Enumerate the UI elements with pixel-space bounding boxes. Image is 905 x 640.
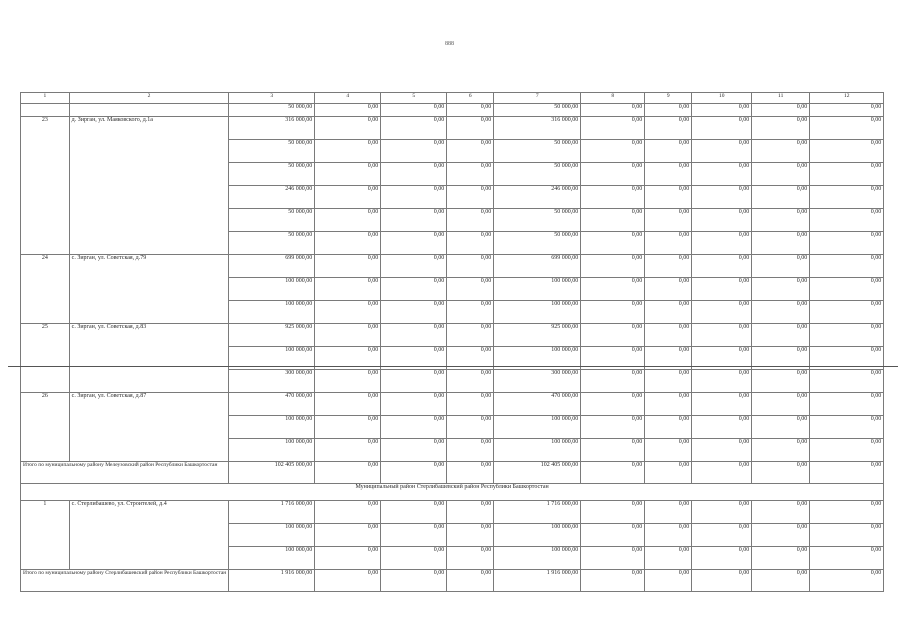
total-value: 0,00 <box>810 570 884 592</box>
value-cell: 100 000,00 <box>494 278 581 301</box>
value-cell: 0,00 <box>752 163 810 186</box>
value-cell: 0,00 <box>381 370 447 393</box>
value-cell: 0,00 <box>447 117 494 140</box>
value-cell: 0,00 <box>447 439 494 462</box>
value-cell: 0,00 <box>810 301 884 324</box>
column-header: 3 <box>229 93 315 104</box>
value-cell: 0,00 <box>810 524 884 547</box>
value-cell: 0,00 <box>315 370 381 393</box>
value-cell: 0,00 <box>381 232 447 255</box>
value-cell: 100 000,00 <box>229 347 315 370</box>
value-cell: 0,00 <box>752 186 810 209</box>
total-value: 0,00 <box>810 462 884 484</box>
value-cell: 0,00 <box>581 186 645 209</box>
value-cell: 0,00 <box>315 186 381 209</box>
total-value: 1 916 000,00 <box>494 570 581 592</box>
value-cell: 0,00 <box>645 117 692 140</box>
value-cell: 0,00 <box>645 370 692 393</box>
value-cell: 0,00 <box>692 255 752 278</box>
value-cell: 0,00 <box>810 232 884 255</box>
column-header: 6 <box>447 93 494 104</box>
value-cell: 0,00 <box>692 547 752 570</box>
total-value: 102 405 000,00 <box>229 462 315 484</box>
value-cell: 0,00 <box>447 393 494 416</box>
value-cell: 50 000,00 <box>494 163 581 186</box>
row-number: 24 <box>21 255 70 324</box>
value-cell: 0,00 <box>581 301 645 324</box>
value-cell: 50 000,00 <box>229 209 315 232</box>
value-cell: 0,00 <box>645 163 692 186</box>
value-cell: 0,00 <box>645 301 692 324</box>
value-cell: 0,00 <box>810 416 884 439</box>
value-cell: 0,00 <box>752 370 810 393</box>
value-cell: 0,00 <box>381 393 447 416</box>
value-cell: 0,00 <box>810 278 884 301</box>
value-cell: 0,00 <box>381 278 447 301</box>
value-cell: 0,00 <box>381 255 447 278</box>
value-cell: 0,00 <box>447 186 494 209</box>
column-header: 8 <box>581 93 645 104</box>
value-cell: 0,00 <box>645 547 692 570</box>
value-cell: 100 000,00 <box>229 416 315 439</box>
value-cell: 0,00 <box>752 501 810 524</box>
value-cell: 50 000,00 <box>494 209 581 232</box>
value-cell: 0,00 <box>645 501 692 524</box>
value-cell: 0,00 <box>645 324 692 347</box>
value-cell: 0,00 <box>752 347 810 370</box>
value-cell: 0,00 <box>752 209 810 232</box>
value-cell: 50 000,00 <box>494 104 581 117</box>
value-cell: 0,00 <box>810 324 884 347</box>
value-cell: 0,00 <box>447 232 494 255</box>
address-cell <box>69 104 229 117</box>
value-cell: 0,00 <box>447 501 494 524</box>
value-cell: 0,00 <box>752 301 810 324</box>
section-row <box>21 484 884 501</box>
total-value: 0,00 <box>381 462 447 484</box>
value-cell: 0,00 <box>810 393 884 416</box>
total-label: Итого по муниципальному району Стерлибашевский район Республики Башкортостан <box>21 570 229 592</box>
table-row <box>21 104 884 117</box>
value-cell: 316 000,00 <box>229 117 315 140</box>
value-cell: 0,00 <box>381 301 447 324</box>
value-cell: 0,00 <box>447 524 494 547</box>
value-cell: 0,00 <box>692 524 752 547</box>
value-cell: 0,00 <box>581 501 645 524</box>
value-cell: 0,00 <box>581 347 645 370</box>
value-cell: 0,00 <box>315 117 381 140</box>
total-value: 0,00 <box>381 570 447 592</box>
value-cell: 0,00 <box>810 370 884 393</box>
value-cell: 0,00 <box>752 393 810 416</box>
value-cell: 0,00 <box>692 278 752 301</box>
value-cell: 0,00 <box>581 439 645 462</box>
column-header: 10 <box>692 93 752 104</box>
total-value: 0,00 <box>752 462 810 484</box>
value-cell: 0,00 <box>752 104 810 117</box>
address-cell: с. Зирган, ул. Советская, д.79 <box>69 255 229 324</box>
value-cell: 100 000,00 <box>494 439 581 462</box>
address-cell: с. Стерлибашево, ул. Строителей, д.4 <box>69 501 229 570</box>
value-cell: 0,00 <box>645 255 692 278</box>
value-cell: 0,00 <box>447 370 494 393</box>
column-header: 1 <box>21 93 70 104</box>
value-cell: 0,00 <box>692 104 752 117</box>
value-cell: 0,00 <box>381 347 447 370</box>
value-cell: 0,00 <box>381 186 447 209</box>
value-cell: 470 000,00 <box>229 393 315 416</box>
total-value: 0,00 <box>447 570 494 592</box>
value-cell: 0,00 <box>810 547 884 570</box>
value-cell: 0,00 <box>581 117 645 140</box>
page-number: 888 <box>445 41 454 47</box>
value-cell: 0,00 <box>692 163 752 186</box>
value-cell: 0,00 <box>692 232 752 255</box>
value-cell: 0,00 <box>381 104 447 117</box>
value-cell: 0,00 <box>315 347 381 370</box>
value-cell: 100 000,00 <box>229 278 315 301</box>
value-cell: 0,00 <box>315 324 381 347</box>
value-cell: 0,00 <box>581 393 645 416</box>
value-cell: 0,00 <box>315 501 381 524</box>
total-value: 0,00 <box>315 462 381 484</box>
value-cell: 0,00 <box>752 278 810 301</box>
value-cell: 0,00 <box>645 347 692 370</box>
value-cell: 0,00 <box>381 524 447 547</box>
value-cell: 0,00 <box>581 324 645 347</box>
value-cell: 100 000,00 <box>494 347 581 370</box>
value-cell: 0,00 <box>381 439 447 462</box>
value-cell: 0,00 <box>315 547 381 570</box>
value-cell: 0,00 <box>645 416 692 439</box>
value-cell: 0,00 <box>581 209 645 232</box>
value-cell: 100 000,00 <box>229 547 315 570</box>
value-cell: 0,00 <box>645 140 692 163</box>
value-cell: 0,00 <box>810 439 884 462</box>
section-title: Муниципальный район Стерлибашевский район Республики Башкортостан <box>21 484 884 501</box>
value-cell: 0,00 <box>692 501 752 524</box>
value-cell: 0,00 <box>447 278 494 301</box>
value-cell: 0,00 <box>645 439 692 462</box>
address-cell: с. Зирган, ул. Советская, д.83 <box>69 324 229 393</box>
value-cell: 925 000,00 <box>229 324 315 347</box>
column-header: 11 <box>752 93 810 104</box>
value-cell: 50 000,00 <box>229 104 315 117</box>
value-cell: 0,00 <box>381 140 447 163</box>
value-cell: 0,00 <box>581 255 645 278</box>
value-cell: 0,00 <box>315 163 381 186</box>
total-value: 0,00 <box>692 570 752 592</box>
value-cell: 0,00 <box>645 232 692 255</box>
value-cell: 0,00 <box>447 301 494 324</box>
value-cell: 0,00 <box>645 209 692 232</box>
value-cell: 0,00 <box>692 347 752 370</box>
value-cell: 0,00 <box>752 255 810 278</box>
column-header: 5 <box>381 93 447 104</box>
value-cell: 0,00 <box>752 140 810 163</box>
value-cell: 0,00 <box>447 163 494 186</box>
value-cell: 246 000,00 <box>494 186 581 209</box>
value-cell: 50 000,00 <box>229 140 315 163</box>
value-cell: 0,00 <box>581 278 645 301</box>
value-cell: 246 000,00 <box>229 186 315 209</box>
value-cell: 50 000,00 <box>229 232 315 255</box>
value-cell: 0,00 <box>810 104 884 117</box>
row-number: 25 <box>21 324 70 393</box>
value-cell: 100 000,00 <box>229 439 315 462</box>
value-cell: 0,00 <box>810 186 884 209</box>
value-cell: 0,00 <box>315 416 381 439</box>
value-cell: 50 000,00 <box>494 232 581 255</box>
value-cell: 0,00 <box>752 547 810 570</box>
value-cell: 0,00 <box>810 140 884 163</box>
value-cell: 0,00 <box>381 324 447 347</box>
total-value: 102 405 000,00 <box>494 462 581 484</box>
header-row <box>21 93 884 104</box>
table-body <box>21 93 884 592</box>
column-header: 7 <box>494 93 581 104</box>
value-cell: 0,00 <box>581 163 645 186</box>
value-cell: 0,00 <box>810 501 884 524</box>
value-cell: 0,00 <box>447 416 494 439</box>
value-cell: 0,00 <box>315 104 381 117</box>
column-header: 12 <box>810 93 884 104</box>
value-cell: 300 000,00 <box>494 370 581 393</box>
total-value: 1 916 000,00 <box>229 570 315 592</box>
value-cell: 0,00 <box>692 393 752 416</box>
value-cell: 0,00 <box>315 140 381 163</box>
table-row <box>21 117 884 140</box>
value-cell: 0,00 <box>692 140 752 163</box>
value-cell: 0,00 <box>692 370 752 393</box>
value-cell: 0,00 <box>381 163 447 186</box>
value-cell: 0,00 <box>645 186 692 209</box>
value-cell: 0,00 <box>315 255 381 278</box>
total-label: Итого по муниципальному району Мелеузовский район Республики Башкортостан <box>21 462 229 484</box>
value-cell: 0,00 <box>315 232 381 255</box>
total-value: 0,00 <box>692 462 752 484</box>
value-cell: 0,00 <box>581 370 645 393</box>
value-cell: 0,00 <box>752 524 810 547</box>
address-cell: с. Зирган, ул. Советская, д.87 <box>69 393 229 462</box>
total-value: 0,00 <box>752 570 810 592</box>
row-number: 26 <box>21 393 70 462</box>
value-cell: 100 000,00 <box>494 301 581 324</box>
value-cell: 0,00 <box>692 186 752 209</box>
table-row <box>21 324 884 347</box>
row-number: 23 <box>21 117 70 255</box>
column-header: 9 <box>645 93 692 104</box>
value-cell: 0,00 <box>315 278 381 301</box>
value-cell: 100 000,00 <box>494 416 581 439</box>
value-cell: 0,00 <box>752 416 810 439</box>
value-cell: 0,00 <box>581 232 645 255</box>
value-cell: 0,00 <box>752 324 810 347</box>
value-cell: 0,00 <box>381 547 447 570</box>
value-cell: 0,00 <box>810 255 884 278</box>
value-cell: 0,00 <box>315 209 381 232</box>
program-table <box>20 92 884 592</box>
value-cell: 0,00 <box>581 547 645 570</box>
value-cell: 300 000,00 <box>229 370 315 393</box>
value-cell: 470 000,00 <box>494 393 581 416</box>
value-cell: 50 000,00 <box>229 163 315 186</box>
value-cell: 0,00 <box>381 117 447 140</box>
table-row <box>21 393 884 416</box>
column-header: 4 <box>315 93 381 104</box>
total-value: 0,00 <box>645 462 692 484</box>
value-cell: 0,00 <box>581 104 645 117</box>
row-number <box>21 104 70 117</box>
scan-artifact-line <box>8 366 898 367</box>
value-cell: 0,00 <box>447 255 494 278</box>
value-cell: 0,00 <box>447 324 494 347</box>
value-cell: 0,00 <box>810 163 884 186</box>
value-cell: 0,00 <box>645 524 692 547</box>
value-cell: 0,00 <box>315 439 381 462</box>
total-value: 0,00 <box>581 462 645 484</box>
value-cell: 0,00 <box>447 347 494 370</box>
value-cell: 0,00 <box>692 209 752 232</box>
value-cell: 0,00 <box>447 209 494 232</box>
value-cell: 316 000,00 <box>494 117 581 140</box>
value-cell: 0,00 <box>315 301 381 324</box>
value-cell: 699 000,00 <box>229 255 315 278</box>
value-cell: 0,00 <box>645 393 692 416</box>
total-row <box>21 462 884 484</box>
total-row <box>21 570 884 592</box>
value-cell: 0,00 <box>447 104 494 117</box>
value-cell: 0,00 <box>447 140 494 163</box>
row-number: 1 <box>21 501 70 570</box>
value-cell: 0,00 <box>810 117 884 140</box>
total-value: 0,00 <box>645 570 692 592</box>
value-cell: 100 000,00 <box>494 524 581 547</box>
value-cell: 100 000,00 <box>494 547 581 570</box>
value-cell: 0,00 <box>692 301 752 324</box>
table-row <box>21 501 884 524</box>
value-cell: 0,00 <box>381 209 447 232</box>
value-cell: 0,00 <box>692 324 752 347</box>
value-cell: 0,00 <box>581 140 645 163</box>
value-cell: 50 000,00 <box>494 140 581 163</box>
value-cell: 0,00 <box>581 416 645 439</box>
value-cell: 699 000,00 <box>494 255 581 278</box>
value-cell: 0,00 <box>692 439 752 462</box>
value-cell: 0,00 <box>447 547 494 570</box>
value-cell: 100 000,00 <box>229 301 315 324</box>
value-cell: 0,00 <box>752 117 810 140</box>
total-value: 0,00 <box>581 570 645 592</box>
value-cell: 0,00 <box>645 104 692 117</box>
total-value: 0,00 <box>315 570 381 592</box>
value-cell: 0,00 <box>645 278 692 301</box>
value-cell: 0,00 <box>692 117 752 140</box>
value-cell: 0,00 <box>752 232 810 255</box>
value-cell: 0,00 <box>810 347 884 370</box>
value-cell: 0,00 <box>315 524 381 547</box>
value-cell: 925 000,00 <box>494 324 581 347</box>
address-cell: д. Зирган, ул. Маяковского, д.1а <box>69 117 229 255</box>
value-cell: 100 000,00 <box>229 524 315 547</box>
value-cell: 0,00 <box>692 416 752 439</box>
column-header: 2 <box>69 93 229 104</box>
total-value: 0,00 <box>447 462 494 484</box>
value-cell: 0,00 <box>810 209 884 232</box>
value-cell: 0,00 <box>752 439 810 462</box>
value-cell: 1 716 000,00 <box>229 501 315 524</box>
value-cell: 0,00 <box>381 501 447 524</box>
table-row <box>21 255 884 278</box>
value-cell: 0,00 <box>315 393 381 416</box>
value-cell: 0,00 <box>581 524 645 547</box>
value-cell: 1 716 000,00 <box>494 501 581 524</box>
value-cell: 0,00 <box>381 416 447 439</box>
